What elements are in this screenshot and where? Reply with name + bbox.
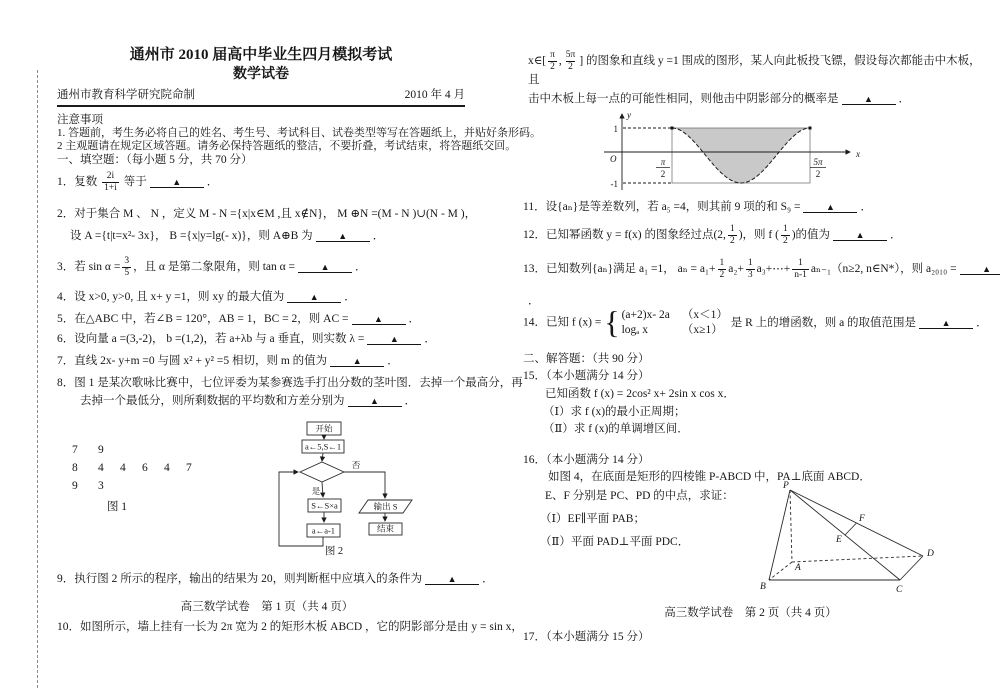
pyramid-figure-4	[748, 478, 948, 603]
text-segment: aₙ₋₁（n≥2, n∈N*），则 a₂₀₁₀ =	[810, 263, 957, 276]
leaf-value: 9	[98, 444, 104, 456]
question-2-line1	[57, 207, 476, 222]
text-segment: 去掉一个最低分，则所剩数据的平均数和方差分别为	[80, 395, 345, 407]
text-segment: a₃+⋯+	[756, 263, 791, 276]
text-segment: ．	[424, 333, 436, 345]
svg-text:2: 2	[815, 169, 821, 179]
svg-text:5π: 5π	[813, 157, 823, 167]
text-segment: ．	[355, 261, 367, 274]
issuer-row	[57, 86, 465, 107]
question-16-part2: （Ⅱ）平面 PAD⊥平面 PDC．	[540, 536, 690, 548]
midpoint-F-label: F	[859, 514, 865, 524]
text-segment: 设 A ={t|t=x²- 3x}， B ={x|y=lg(- x)}，则 A⊕B 为	[70, 230, 313, 242]
vertex-C-label: C	[896, 585, 903, 595]
question-15-part2: （Ⅱ）求 f (x)的单调增区间．	[543, 423, 689, 435]
text-segment: ,	[558, 55, 562, 68]
stem-leaf-plot	[72, 443, 208, 497]
fraction: $\frac{1}{n-1}$	[794, 258, 807, 280]
graph-origin-label: O	[610, 154, 617, 164]
text-segment: ．	[528, 295, 540, 307]
text-segment: ．	[860, 201, 872, 213]
text-segment: 的图象和直线 y =1 围成的图形，某人向此板投飞镖，假设每次都能击中木板，且	[528, 55, 981, 86]
answer-blank: ▲	[960, 264, 1000, 275]
question-16-heading: 16．（本小题满分 14 分）	[523, 454, 650, 466]
piecewise-row2-expr: logₐ x	[621, 324, 649, 336]
text-segment: )，则 f (	[738, 229, 779, 242]
text-segment: 3．若 sin α =	[57, 261, 121, 274]
vertex-P-label: P	[783, 481, 789, 491]
question-4	[57, 290, 356, 305]
fraction: $\frac{3}{5}$	[124, 256, 130, 278]
section-2-heading: 二、解答题：（共 90 分）	[523, 353, 650, 365]
question-15-body: 已知函数 f (x) = 2cos² x+ 2sin x cos x．	[545, 388, 735, 400]
graph-y-label: y	[627, 110, 631, 120]
stem-value: 8	[72, 462, 78, 474]
edge-PA-hidden	[790, 490, 792, 562]
issuer-text: 通州市教育科学研究院命制	[57, 89, 195, 101]
corner-dot-right	[809, 127, 812, 130]
question-14	[523, 304, 988, 341]
text-segment: )的值为	[791, 229, 831, 242]
leaf-value: 4	[98, 462, 104, 474]
leaf-value: 3	[98, 480, 104, 492]
binding-fold-dashed-line	[37, 70, 38, 688]
question-16-part1: （Ⅰ）EF∥平面 PAB；	[540, 513, 645, 525]
notice-1: 1. 答题前，考生务必将自己的姓名、考生号、考试科目、试卷类型等写在答题纸上，并贴好条形码。	[57, 127, 541, 139]
flow-init-label: a←5,S←1	[304, 441, 342, 452]
stem-leaf-row	[72, 461, 208, 479]
question-10-continued-line2	[528, 92, 910, 107]
piecewise-rows	[622, 308, 728, 338]
text-segment: 9．执行图 2 所示的程序，输出的结果为 20，则判断框中应填入的条件为	[57, 573, 423, 585]
flow-start-label: 开始	[315, 423, 333, 434]
stem-value: 7	[72, 444, 78, 456]
text-segment: 击中木板上每一点的可能性相同，则他击中阴影部分的概率是	[528, 93, 839, 105]
question-8-line2	[80, 394, 416, 409]
notice-title: 注意事项	[57, 114, 103, 126]
flow-yes-label: 是	[311, 486, 321, 496]
flow-decision-diamond	[300, 462, 344, 482]
question-8-line1	[57, 376, 523, 391]
figure-1-caption: 图 1	[106, 501, 128, 513]
text-segment: ．	[890, 229, 902, 242]
text-segment: 2．对于集合 M 、 N ，定义 M - N ={x|x∈M ,且 x∉N}， M ⊕N =(M - N )∪(N - M )，	[57, 208, 477, 220]
text-segment: 是 R 上的增函数，则 a 的取值范围是	[730, 316, 917, 329]
stem-leaf-row	[72, 443, 208, 461]
piecewise-row1-cond: （x＜1）	[681, 309, 728, 321]
graph-5pi-over-2-label	[810, 157, 826, 179]
stem-leaf-row	[72, 479, 208, 497]
fraction: $\frac{\pi}{2}$	[550, 50, 555, 72]
graph-x-label: x	[856, 149, 860, 159]
fraction: $\frac{1}{2}$	[719, 258, 725, 280]
question-3	[57, 256, 367, 279]
text-segment: 13．已知数列{aₙ}满足 a₁ =1， aₙ = a₁+	[523, 263, 716, 276]
text-segment: ．	[344, 291, 356, 303]
page-2-footer: 高三数学试卷 第 2 页（共 4 页）	[664, 607, 837, 619]
fraction: $\frac{2i}{1+i}$	[104, 171, 117, 193]
vertex-D-label: D	[927, 549, 934, 559]
text-segment: ．	[898, 93, 910, 105]
vertex-B-label: B	[760, 582, 766, 592]
question-10-continued-line1	[528, 50, 983, 88]
question-2-line2	[70, 229, 384, 244]
figure-2-caption: 图 2	[324, 546, 344, 557]
segment-EF	[845, 523, 857, 535]
fraction: $\frac{5\pi}{2}$	[565, 50, 576, 72]
piecewise-row1-expr: (a+2)x- 2a	[621, 309, 670, 321]
answer-blank: ▲	[330, 356, 384, 367]
edge-AD-hidden	[792, 556, 923, 562]
text-segment: 7．直线 2x- y+m =0 与圆 x² + y² =5 相切，则 m 的值为	[57, 355, 328, 367]
text-segment: ．	[387, 355, 399, 367]
flow-no-label: 否	[351, 460, 361, 470]
shaded-region	[672, 128, 810, 183]
fraction: $\frac{1}{2}$	[729, 224, 735, 246]
svg-text:2: 2	[660, 169, 666, 179]
question-17-heading: 17．（本小题满分 15 分）	[523, 631, 650, 643]
question-15-heading: 15．（本小题满分 14 分）	[523, 370, 650, 382]
text-segment: 8．图 1 是某次歌咏比赛中，七位评委为某参赛选手打出分数的茎叶图．去掉一个最高分，再	[57, 377, 523, 389]
midpoint-E-label: E	[836, 535, 842, 545]
stem-value: 9	[72, 480, 78, 492]
corner-dot-left	[671, 127, 674, 130]
answer-blank: ▲	[150, 177, 204, 188]
text-segment: ，且 α 是第二象限角，则 tan α =	[133, 261, 296, 274]
leaf-value: 6	[142, 462, 148, 474]
text-segment: ．	[206, 176, 219, 189]
question-15-part1: （Ⅰ）求 f (x)的最小正周期；	[543, 406, 686, 418]
text-segment: ．	[482, 573, 494, 585]
leaf-value: 7	[186, 462, 192, 474]
text-segment: [	[542, 55, 547, 68]
fraction: $\frac{1}{3}$	[747, 258, 753, 280]
answer-blank: ▲	[919, 318, 973, 329]
exam-date: 2010 年 4 月	[404, 89, 465, 101]
answer-blank: ▲	[833, 230, 887, 241]
graph-tick-minus-one: -1	[610, 179, 618, 189]
notice-2: 2 主观题请在规定区域答题。请务必保持答题纸的整洁，不要折叠，考试结束，将答题纸交回。	[57, 140, 517, 152]
flow-step1-label: S←S×a	[311, 500, 338, 511]
question-13-trailing-period	[528, 294, 540, 309]
question-6	[57, 332, 436, 347]
text-segment: 12．已知幂函数 y = f(x) 的图象经过点(2,	[523, 229, 726, 242]
answer-blank: ▲	[352, 314, 406, 325]
question-5	[57, 312, 420, 327]
text-segment: 5．在△ABC 中，若∠B = 120°，AB = 1，BC = 2，则 AC =	[57, 313, 349, 325]
text-segment: ．	[408, 313, 421, 325]
vertex-A-label: A	[795, 563, 801, 573]
question-7	[57, 354, 399, 369]
leaf-value: 4	[164, 462, 170, 474]
answer-blank: ▲	[287, 292, 341, 303]
question-9	[57, 572, 494, 587]
answer-blank: ▲	[367, 334, 421, 345]
question-16-body: 如图 4，在底面是矩形的四棱锥 P-ABCD 中，PA⊥底面 ABCD．	[548, 471, 871, 483]
text-segment: 4．设 x>0, y>0, 且 x+ y =1，则 xy 的最大值为	[57, 291, 285, 303]
question-16-body2: E、F 分别是 PC、PD 的中点，求证：	[545, 490, 734, 502]
piecewise-row2-cond: （x≥1）	[681, 324, 723, 336]
exam-subtitle: 数学试卷	[233, 67, 289, 82]
flow-output-label: 输出 S	[373, 501, 398, 512]
edge-CD	[900, 556, 923, 580]
flow-step2-label: a←a-1	[311, 525, 336, 536]
answer-blank: ▲	[298, 262, 352, 273]
question-10	[57, 620, 523, 635]
sine-board-graph	[600, 108, 880, 193]
text-segment: 11．设{aₙ}是等差数列，若 a₅ =4，则其前 9 项的和 S₉ =	[523, 201, 801, 213]
answer-blank: ▲	[348, 396, 402, 407]
exam-title: 通州市 2010 届高中毕业生四月模拟考试	[129, 47, 393, 63]
graph-pi-over-2-label	[656, 157, 670, 179]
fraction: $\frac{1}{2}$	[782, 224, 788, 246]
flowchart-figure-2	[272, 418, 502, 560]
text-segment: ．	[372, 230, 385, 242]
page-1-footer: 高三数学试卷 第 1 页（共 4 页）	[180, 601, 354, 613]
answer-blank: ▲	[842, 94, 896, 105]
svg-text:π: π	[660, 157, 666, 167]
answer-blank: ▲	[425, 574, 479, 585]
answer-blank: ▲	[803, 202, 857, 213]
text-segment: a₂+	[728, 263, 744, 276]
piecewise-brace: {	[604, 304, 620, 341]
question-1	[57, 171, 218, 194]
graph-tick-one: 1	[613, 124, 618, 134]
text-segment: 10．如图所示，墙上挂有一长为 2π 宽为 2 的矩形木板 ABCD ，它的阴影部分是由 y = sin x，	[57, 621, 523, 633]
text-segment: ．	[404, 395, 416, 407]
section-1-heading: 一、填空题：（每小题 5 分，共 70 分）	[57, 154, 253, 166]
q14-prefix: 14．已知 f (x) =	[523, 316, 602, 329]
q14-piecewise	[604, 304, 728, 341]
leaf-value: 4	[120, 462, 126, 474]
question-12	[523, 224, 902, 247]
text-segment: x∈	[528, 55, 543, 68]
q14-suffix	[731, 317, 988, 329]
question-13	[523, 258, 1000, 281]
text-segment: ．	[976, 316, 988, 329]
text-segment: 等于	[120, 176, 147, 189]
text-segment: ]	[579, 55, 584, 68]
question-11	[523, 200, 872, 215]
flow-end-label: 结束	[376, 523, 395, 534]
text-segment: 6．设向量 a =(3,-2)， b =(1,2)，若 a+λb 与 a 垂直，则实数 λ =	[57, 333, 365, 345]
answer-blank: ▲	[316, 231, 370, 242]
text-segment: 1．复数	[57, 176, 101, 189]
